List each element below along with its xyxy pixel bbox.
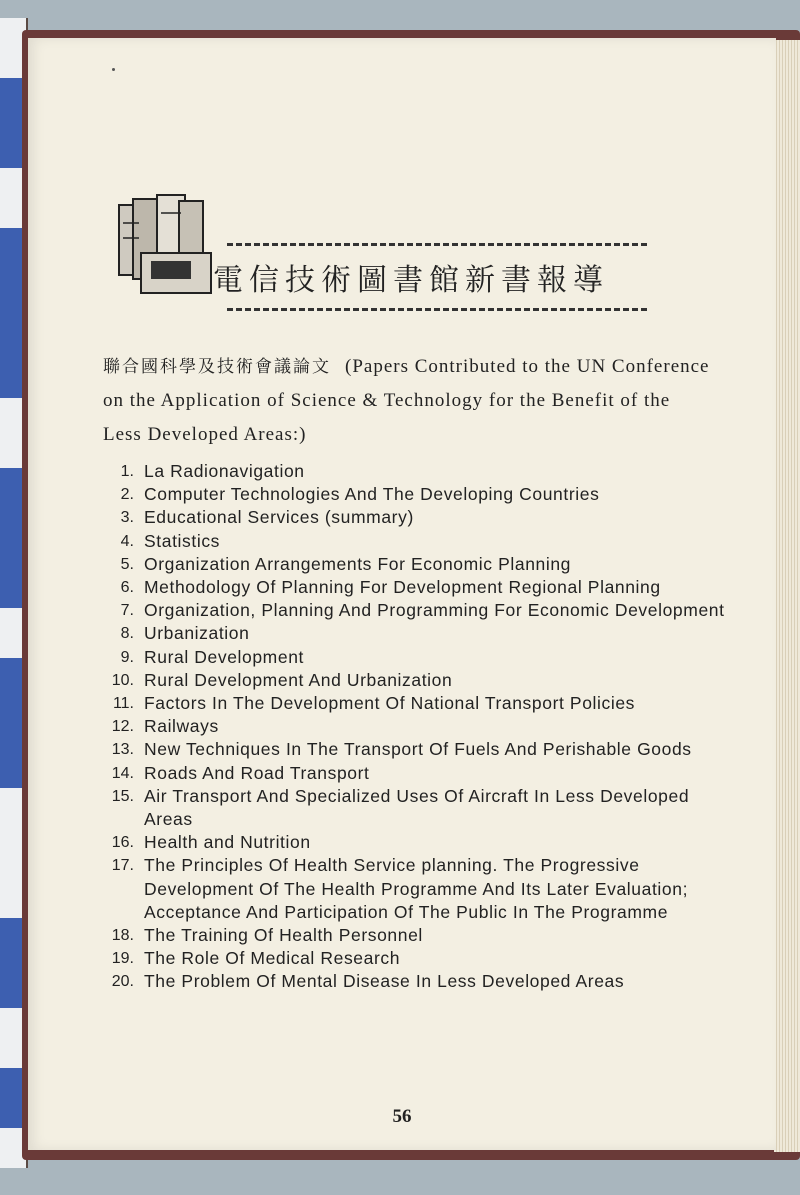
list-item-text: Educational Services (summary) [144, 507, 414, 528]
list-item-text: Methodology Of Planning For Development Regional Planning [144, 577, 661, 598]
book-page [28, 38, 776, 1150]
books-illustration-icon [115, 193, 215, 303]
list-item-number: 8. [120, 625, 134, 643]
list-item [108, 483, 728, 506]
list-item-text: Railways [144, 716, 219, 737]
list-item-text: Health and Nutrition [144, 832, 311, 853]
list-item-number: 17. [111, 857, 134, 875]
intro-paragraph [103, 350, 713, 452]
list-item [108, 970, 728, 993]
list-item [108, 530, 728, 553]
list-item-text: The Training Of Health Personnel [144, 925, 423, 946]
list-item-number: 6. [120, 579, 134, 597]
list-item [108, 738, 728, 761]
list-item-number: 16. [111, 834, 134, 852]
list-item [108, 785, 728, 831]
list-item [108, 553, 728, 576]
list-item-number: 13. [111, 741, 134, 759]
dashed-border-bottom [227, 308, 647, 311]
list-item-number: 15. [111, 787, 134, 805]
list-item-number: 18. [111, 927, 134, 945]
list-item-text: Computer Technologies And The Developing Countries [144, 484, 600, 505]
intro-english-text: (Papers Contributed to the UN Conference on the Application of Science & Technology for the Benefit of the Less Developed Areas:) [103, 356, 710, 445]
list-item [108, 854, 728, 924]
list-item-number: 20. [111, 973, 134, 991]
page-edges [774, 40, 800, 1152]
list-item [108, 831, 728, 854]
list-item-text: The Role Of Medical Research [144, 948, 401, 969]
list-item-number: 12. [111, 718, 134, 736]
list-item-number: 10. [111, 671, 134, 689]
list-item-text: Factors In The Development Of National Transport Policies [144, 693, 636, 714]
section-title: 電信技術圖書館新書報導 [213, 263, 609, 298]
intro-chinese-title: 聯合國科學及技術會議論文 [103, 357, 331, 377]
list-item-number: 3. [120, 509, 134, 527]
list-item-number: 14. [111, 764, 134, 782]
list-item-number: 4. [120, 532, 134, 550]
list-item-number: 9. [120, 648, 134, 666]
list-item [108, 924, 728, 947]
list-item-number: 5. [120, 555, 134, 573]
list-item-text: Organization, Planning And Programming For Economic Development [144, 600, 725, 621]
list-item-text: Roads And Road Transport [144, 762, 370, 783]
list-item-number: 1. [120, 463, 134, 480]
list-item [108, 646, 728, 669]
list-item [108, 692, 728, 715]
list-item-text: New Techniques In The Transport Of Fuels And Perishable Goods [144, 739, 692, 760]
list-item-text: La Radionavigation [144, 461, 305, 481]
list-item [108, 576, 728, 599]
dashed-border-top [227, 243, 647, 246]
list-item-text: Organization Arrangements For Economic Planning [144, 553, 572, 574]
papers-list [108, 460, 728, 994]
list-item-text: The Problem Of Mental Disease In Less Developed Areas [144, 971, 625, 992]
ink-dot [112, 68, 115, 71]
list-item-number: 7. [120, 602, 134, 620]
list-item-text: Rural Development [144, 646, 304, 667]
list-item-number: 2. [120, 486, 134, 504]
list-item [108, 622, 728, 645]
list-item [108, 460, 728, 483]
list-item-text: Urbanization [144, 623, 250, 644]
list-item [108, 669, 728, 692]
list-item-number: 11. [112, 695, 134, 713]
header-banner [115, 193, 655, 343]
list-item [108, 762, 728, 785]
list-item-text: Rural Development And Urbanization [144, 669, 453, 690]
list-item-text: Statistics [144, 530, 221, 551]
list-item [108, 506, 728, 529]
list-item [108, 947, 728, 970]
list-item [108, 599, 728, 622]
list-item-number: 19. [111, 950, 134, 968]
list-item-text: Air Transport And Specialized Uses Of Aircraft In Less Developed Areas [144, 785, 690, 830]
list-item-text: The Principles Of Health Service planning. The Progressive Development Of The Health Programme And Its Later Evaluation; Acceptance And Participation Of The Public In The Programme [144, 855, 689, 922]
list-item [108, 715, 728, 738]
page-number: 56 [392, 1106, 412, 1127]
